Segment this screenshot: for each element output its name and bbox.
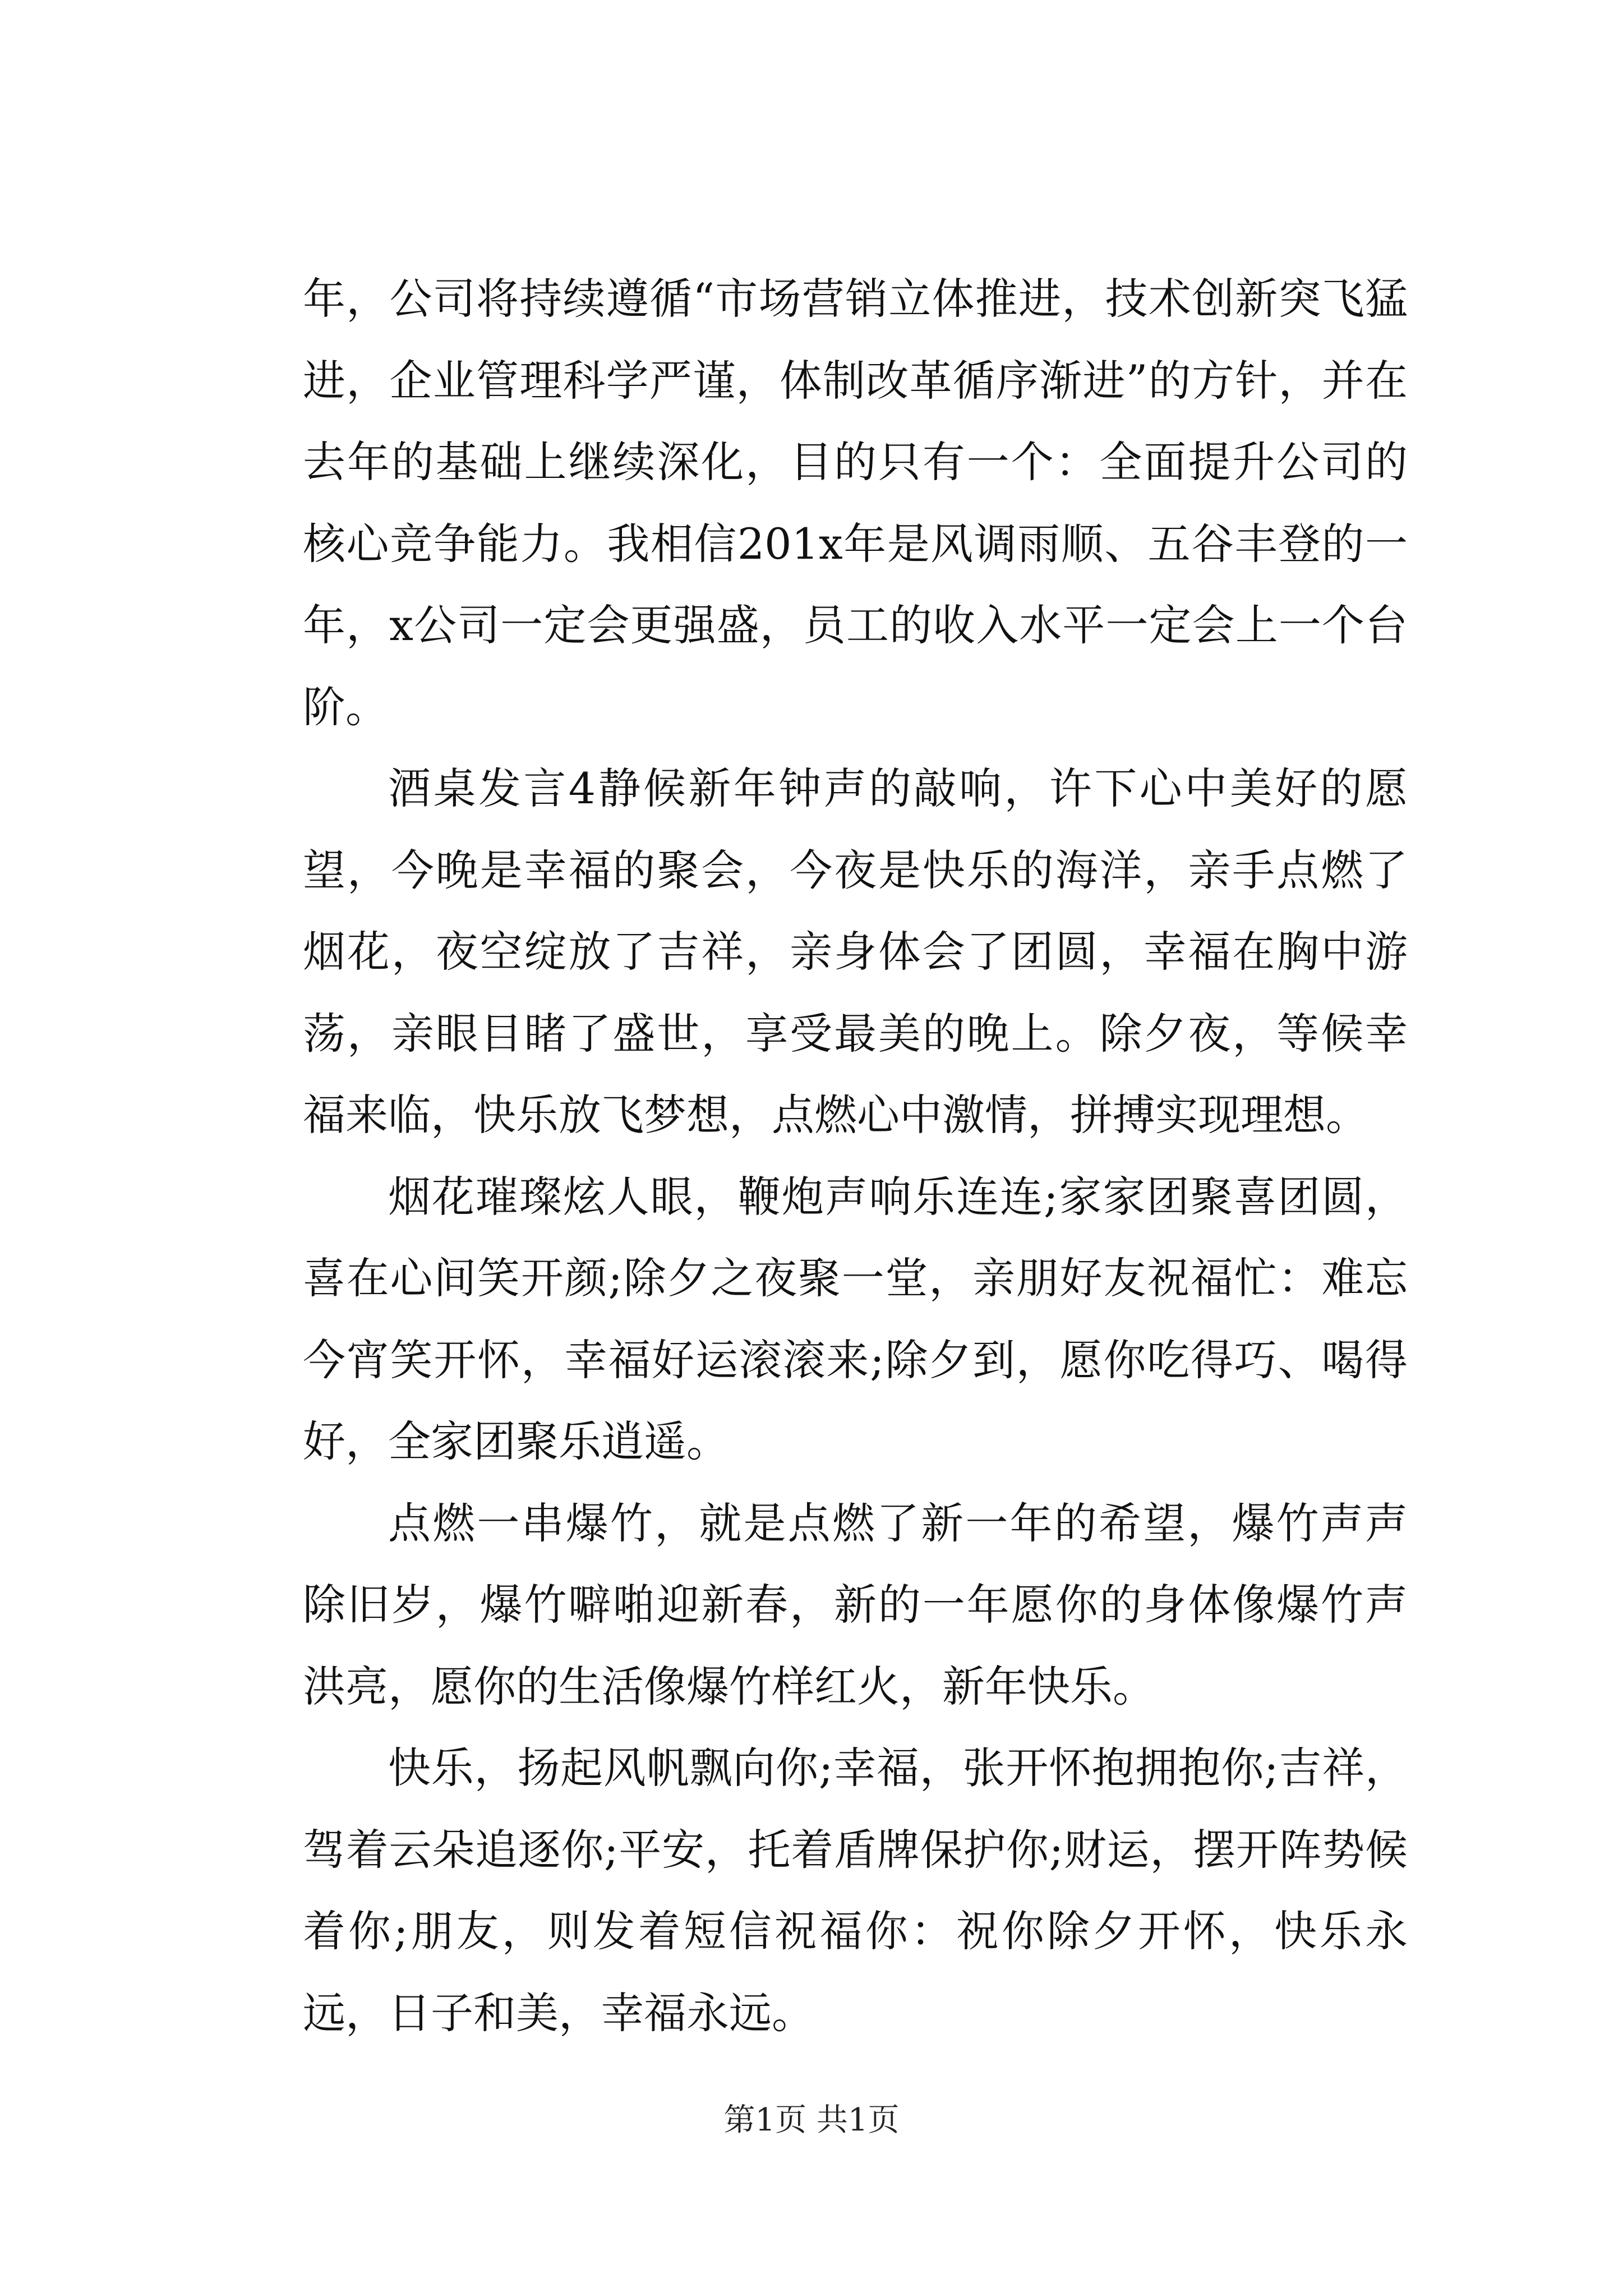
body-text <box>303 258 1408 2054</box>
page-footer: 第1页 共1页 <box>723 2102 900 2138</box>
paragraph-5: 快乐，扬起风帆飘向你;幸福，张开怀抱拥抱你;吉祥，驾着云朵追逐你;平安，托着盾牌保护你;财运，摆开阵势候着你;朋友，则发着短信祝福你：祝你除夕开怀，快乐永远，日子和美，幸福永远。 <box>303 1743 1408 2038</box>
paragraph-3: 烟花璀璨炫人眼，鞭炮声响乐连连;家家团聚喜团圆，喜在心间笑开颜;除夕之夜聚一堂，亲朋好友祝福忙：难忘今宵笑开怀，幸福好运滚滚来;除夕到，愿你吃得巧、喝得好，全家团聚乐逍遥。 <box>303 1171 1408 1466</box>
paragraph-1: 年，公司将持续遵循“市场营销立体推进，技术创新突飞猛进，企业管理科学严谨，体制改革循序渐进”的方针，并在去年的基础上继续深化，目的只有一个：全面提升公司的核心竞争能力。我相信201x年是风调雨顺、五谷丰登的一年，x公司一定会更强盛，员工的收入水平一定会上一个台阶。 <box>303 274 1408 732</box>
paragraph-4: 点燃一串爆竹，就是点燃了新一年的希望，爆竹声声除旧岁，爆竹噼啪迎新春，新的一年愿你的身体像爆竹声洪亮，愿你的生活像爆竹样红火，新年快乐。 <box>303 1498 1408 1711</box>
paragraph-2: 酒桌发言4静候新年钟声的敲响，许下心中美好的愿望，今晚是幸福的聚会，今夜是快乐的海洋，亲手点燃了烟花，夜空绽放了吉祥，亲身体会了团圆，幸福在胸中游荡，亲眼目睹了盛世，享受最美的晚上。除夕夜，等候幸福来临，快乐放飞梦想，点燃心中激情，拼搏实现理想。 <box>303 763 1408 1140</box>
